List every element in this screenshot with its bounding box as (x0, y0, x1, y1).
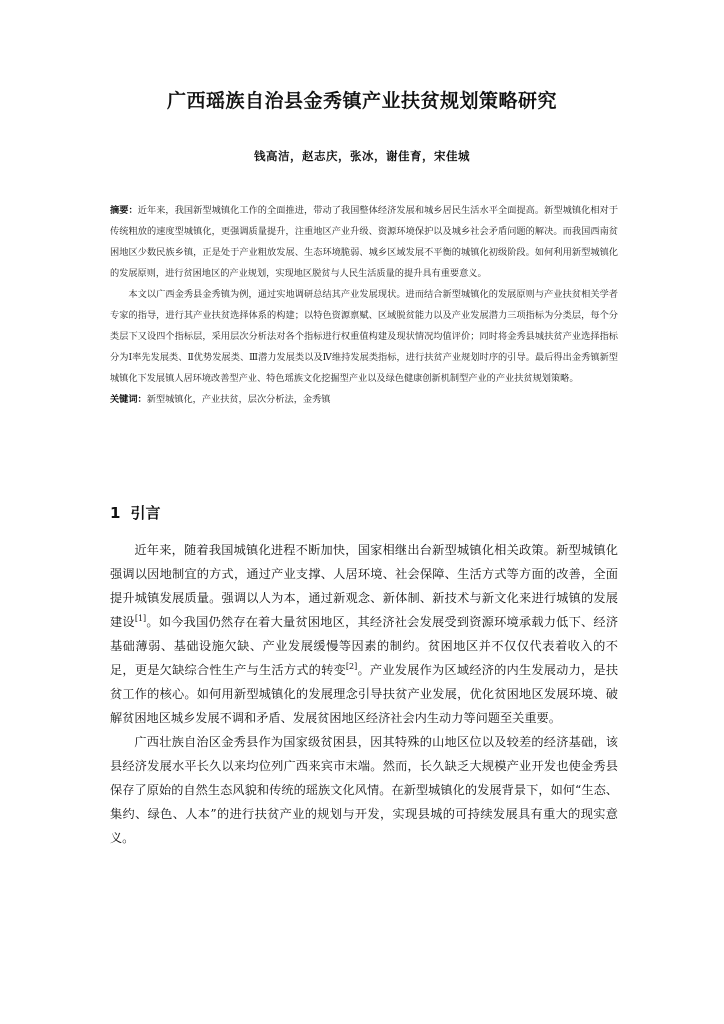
body-paragraph-1 (110, 538, 618, 730)
author-list: 钱高洁，赵志庆，张冰，谢佳育，宋佳城 (254, 149, 470, 163)
body-text-1a: 近年来，随着我国城镇化进程不断加快，国家相继出台新型城镇化相关政策。新型城镇化强调以因地制宜的方式，通过产业支撑、人居环境、社会保障、生活方式等方面的改善，全面提升城镇发展质量。强调以人为本，通过新观念、新体制、新技术与新文化来进行城镇的发展建设 (110, 543, 618, 629)
body-paragraph-2: 广西壮族自治区金秀县作为国家级贫困县，因其特殊的山地区位以及较差的经济基础，该县经济发展水平长久以来均位列广西来宾市末端。然而，长久缺乏大规模产业开发也使金秀县保存了原始的自然生态风貌和传统的瑶族文化风情。在新型城镇化的发展背景下，如何“生态、集约、绿色、人本”的进行扶贫产业的规划与开发，实现县城的可持续发展具有重大的现实意义。 (110, 735, 618, 845)
abstract-paragraph-1 (110, 200, 618, 284)
citation-1: [1] (134, 613, 147, 623)
keywords-line (110, 389, 618, 410)
section-title: 引言 (130, 504, 161, 522)
abstract-paragraph-2: 本文以广西金秀县金秀镇为例，通过实地调研总结其产业发展现状。进而结合新型城镇化的发展原则与产业扶贫相关学者专家的指导，进行其产业扶贫选择体系的构建；以特色资源禀赋、区域脱贫能力以及产业发展潜力三项指标为分类层，每个分类层下又设四个指标层，采用层次分析法对各个指标进行权重值构建及现状情况均值评价；同时将金秀县城扶贫产业选择指标分为Ⅰ率先发展类、Ⅱ优势发展类、Ⅲ潜力发展类以及Ⅳ维持发展类指标，进行扶贫产业规划时序的引导。最后得出金秀镇新型城镇化下发展镇人居环境改善型产业、特色瑶族文化挖掘型产业以及绿色健康创新机制型产业的产业扶贫规划策略。 (110, 289, 618, 384)
section-body (110, 538, 618, 850)
citation-2: [2] (345, 661, 358, 671)
paper-title: 广西瑶族自治县金秀镇产业扶贫规划策略研究 (166, 90, 557, 112)
abstract-text-1: 近年来，我国新型城镇化工作的全面推进，带动了我国整体经济发展和城乡居民生活水平全面提高。新型城镇化相对于传统粗放的速度型城镇化，更强调质量提升，注重地区产业升级、资源环境保护以及城乡社会矛盾问题的解决。而我国西南贫困地区少数民族乡镇，正是处于产业粗放发展、生态环境脆弱、城乡区域发展不平衡的城镇化初级阶段。如何利用新型城镇化的发展原则，进行贫困地区的产业规划，实现地区脱贫与人民生活质量的提升具有重要意义。 (110, 205, 619, 279)
body-text-1c: 。产业发展作为区域经济的内生发展动力，是扶贫工作的核心。如何用新型城镇化的发展理念引导扶贫产业发展，优化贫困地区发展环境、破解贫困地区城乡发展不调和矛盾、发展贫困地区经济社会内生动力等问题至关重要。 (110, 663, 619, 725)
keywords-text: 新型城镇化，产业扶贫，层次分析法，金秀镇 (146, 394, 331, 405)
body-text-1b: 。如今我国仍然存在着大量贫困地区，其经济社会发展受到资源环境承载力低下、经济基础薄弱、基础设施欠缺、产业发展缓慢等因素的制约。贫困地区并不仅仅代表着收入的不足，更是欠缺综合性生产与生活方式的转变 (110, 615, 619, 677)
keywords-label: 关键词： (110, 394, 147, 405)
section-number: 1 (110, 504, 121, 522)
section-heading (110, 502, 160, 523)
abstract-block (110, 200, 618, 410)
abstract-label: 摘要： (110, 205, 138, 216)
